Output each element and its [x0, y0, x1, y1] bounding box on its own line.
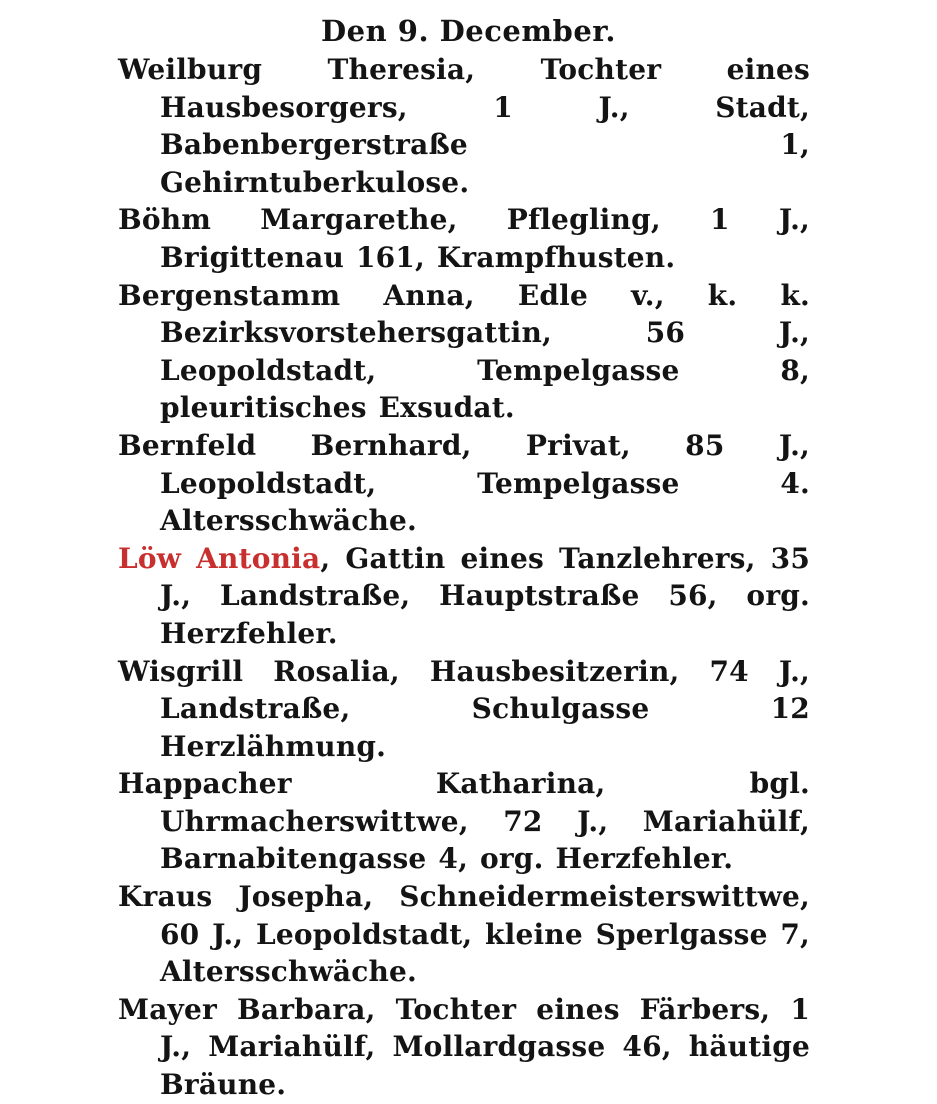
- register-entry: [118, 277, 810, 427]
- date-heading: Den 9. December.: [321, 14, 616, 48]
- entry-name: Bernfeld Bernhard: [118, 428, 462, 462]
- entry-details: , Tochter eines Färbers, 1 J., Mariahülf, Mollardgasse 46, häutige Bräune.: [160, 992, 811, 1102]
- entry-name: Wisgrill Rosalia: [118, 654, 390, 688]
- entry-details: , Edle v., k. k. Bezirksvorstehersgattin, 56 J., Leopoldstadt, Tempelgasse 8, pleuritisches Exsudat.: [160, 278, 811, 425]
- register-entry: [118, 201, 810, 276]
- register-entry-highlighted: [118, 540, 810, 653]
- register-entry: [118, 427, 810, 540]
- entry-details: , Schneidermeisterswittwe, 60 J., Leopoldstadt, kleine Sperlgasse 7, Altersschwäche.: [160, 880, 810, 989]
- entry-details: , bgl. Uhrmacherswittwe, 72 J., Mariahülf, Barnabitengasse 4, org. Herzfehler.: [160, 767, 810, 876]
- entry-name: Mayer Barbara: [118, 992, 366, 1026]
- entry-details: , Gattin eines Tanzlehrers, 35 J., Landstraße, Hauptstraße 56, org. Herzfehler.: [160, 541, 810, 650]
- entry-name: Bergenstamm Anna: [118, 278, 465, 312]
- entry-details: , Tochter eines Hausbesorgers, 1 J., Stadt, Babenbergerstraße 1, Gehirntuberkulose.: [160, 53, 811, 199]
- entry-details: , Hausbesitzerin, 74 J., Landstraße, Schulgasse 12 Herzlähmung.: [160, 654, 811, 763]
- entry-name: Happacher Katharina: [118, 767, 596, 801]
- entry-name: Weilburg Theresia: [118, 53, 466, 86]
- register-entry: [118, 653, 810, 766]
- entry-name-highlighted: Löw Antonia: [118, 541, 321, 575]
- entry-details: , Privat, 85 J., Leopoldstadt, Tempelgasse 4. Altersschwäche.: [160, 428, 810, 538]
- entry-name: Kraus Josepha: [118, 880, 364, 914]
- register-entry: [118, 991, 810, 1104]
- entry-details: , Pflegling, 1 J., Brigittenau 161, Krampfhusten.: [160, 203, 811, 274]
- register-entry: [118, 51, 810, 201]
- entry-name: Böhm Margarethe: [118, 203, 448, 237]
- register-entry: [118, 878, 810, 991]
- register-entry: [118, 765, 810, 878]
- death-register-list: [118, 51, 810, 1104]
